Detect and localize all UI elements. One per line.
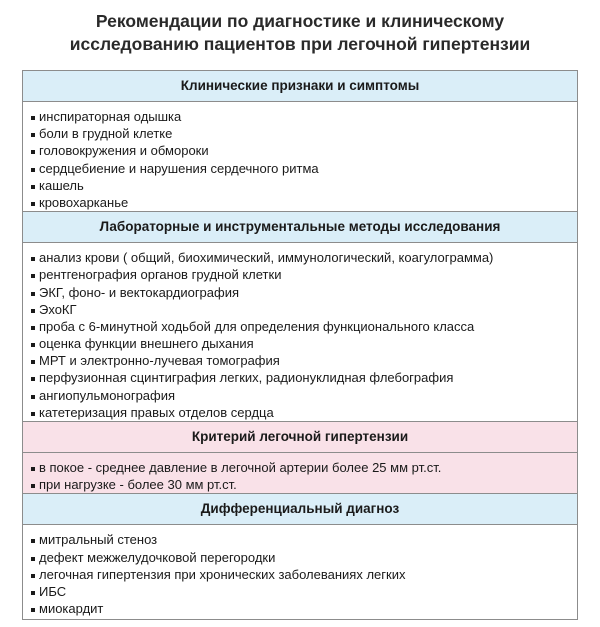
bullet-icon xyxy=(31,274,35,278)
list-item-text: ИБС xyxy=(39,583,67,599)
list-item xyxy=(31,549,577,566)
list-item-text: ангиопульмонография xyxy=(39,387,176,403)
list-item xyxy=(31,318,577,335)
title-line-1: Рекомендации по диагностике и клиническому xyxy=(95,11,505,31)
list-item xyxy=(31,194,577,211)
recommendations-table xyxy=(22,70,578,620)
section-heading-symptoms: Клинические признаки и симптомы xyxy=(23,71,577,102)
list-item-text: миокардит xyxy=(39,601,104,617)
bullet-icon xyxy=(31,202,35,206)
list-item xyxy=(31,249,577,266)
list-item xyxy=(31,600,577,617)
bullet-icon xyxy=(31,257,35,261)
list-item xyxy=(31,476,577,493)
list-item xyxy=(31,335,577,352)
bullet-icon xyxy=(31,360,35,364)
list-item-text: в покое - среднее давление в легочной артерии более 25 мм рт.ст. xyxy=(39,460,442,475)
page-title xyxy=(0,10,600,56)
list-item xyxy=(31,404,577,421)
bullet-icon xyxy=(31,608,35,612)
section-body-symptoms xyxy=(23,102,577,212)
bullet-icon xyxy=(31,309,35,313)
list-item-text: перфузионная сцинтиграфия легких, радионуклидная флебография xyxy=(39,370,454,386)
list-item xyxy=(31,352,577,369)
list-item-text: головокружения и обмороки xyxy=(39,143,209,159)
list-item-text: дефект межжелудочковой перегородки xyxy=(39,549,276,565)
bullet-icon xyxy=(31,539,35,543)
list-item-text: кровохарканье xyxy=(39,194,129,210)
bullet-icon xyxy=(31,343,35,347)
bullet-icon xyxy=(31,484,35,488)
list-item-text: ЭхоКГ xyxy=(39,301,77,317)
list-item xyxy=(31,387,577,404)
list-item xyxy=(31,566,577,583)
list-item-text: легочная гипертензия при хронических заболеваниях легких xyxy=(39,566,406,582)
title-line-2: исследованию пациентов при легочной гипертензии xyxy=(69,34,531,54)
list-item xyxy=(31,142,577,159)
section-heading-methods: Лабораторные и инструментальные методы исследования xyxy=(23,212,577,243)
section-heading-differential: Дифференциальный диагноз xyxy=(23,494,577,525)
section-heading-criterion: Критерий легочной гипертензии xyxy=(23,422,577,453)
list-item xyxy=(31,266,577,283)
bullet-icon xyxy=(31,412,35,416)
list-item-text: катетеризация правых отделов сердца xyxy=(39,404,274,420)
list-item xyxy=(31,160,577,177)
bullet-icon xyxy=(31,557,35,561)
bullet-icon xyxy=(31,326,35,330)
bullet-icon xyxy=(31,133,35,137)
list-item-text: боли в грудной клетке xyxy=(39,126,173,142)
bullet-icon xyxy=(31,168,35,172)
list-item xyxy=(31,459,577,476)
bullet-icon xyxy=(31,591,35,595)
list-item xyxy=(31,177,577,194)
bullet-icon xyxy=(31,395,35,399)
bullet-icon xyxy=(31,185,35,189)
list-item-text: ЭКГ, фоно- и вектокардиография xyxy=(39,284,240,300)
list-item xyxy=(31,583,577,600)
bullet-icon xyxy=(31,574,35,578)
bullet-icon xyxy=(31,377,35,381)
list-item-text: МРТ и электронно-лучевая томография xyxy=(39,353,280,369)
bullet-icon xyxy=(31,116,35,120)
section-body-criterion xyxy=(23,453,577,494)
list-item-text: оценка функции внешнего дыхания xyxy=(39,336,254,352)
list-item-text: анализ крови ( общий, биохимический, иммунологический, коагулограмма) xyxy=(39,250,494,266)
list-item-text: кашель xyxy=(39,177,84,193)
list-item xyxy=(31,108,577,125)
list-item-text: инспираторная одышка xyxy=(39,109,182,124)
list-item xyxy=(31,301,577,318)
section-body-methods xyxy=(23,243,577,422)
bullet-icon xyxy=(31,150,35,154)
bullet-icon xyxy=(31,467,35,471)
list-item-text: проба с 6-минутной ходьбой для определения функционального класса xyxy=(39,318,475,334)
list-item xyxy=(31,531,577,548)
list-item-text: митральный стеноз xyxy=(39,532,158,548)
list-item-text: сердцебиение и нарушения сердечного ритма xyxy=(39,160,319,176)
section-body-differential xyxy=(23,525,577,619)
list-item-text: при нагрузке - более 30 мм рт.ст. xyxy=(39,477,237,493)
bullet-icon xyxy=(31,292,35,296)
list-item xyxy=(31,284,577,301)
list-item xyxy=(31,125,577,142)
list-item-text: рентгенография органов грудной клетки xyxy=(39,267,282,283)
list-item xyxy=(31,369,577,386)
